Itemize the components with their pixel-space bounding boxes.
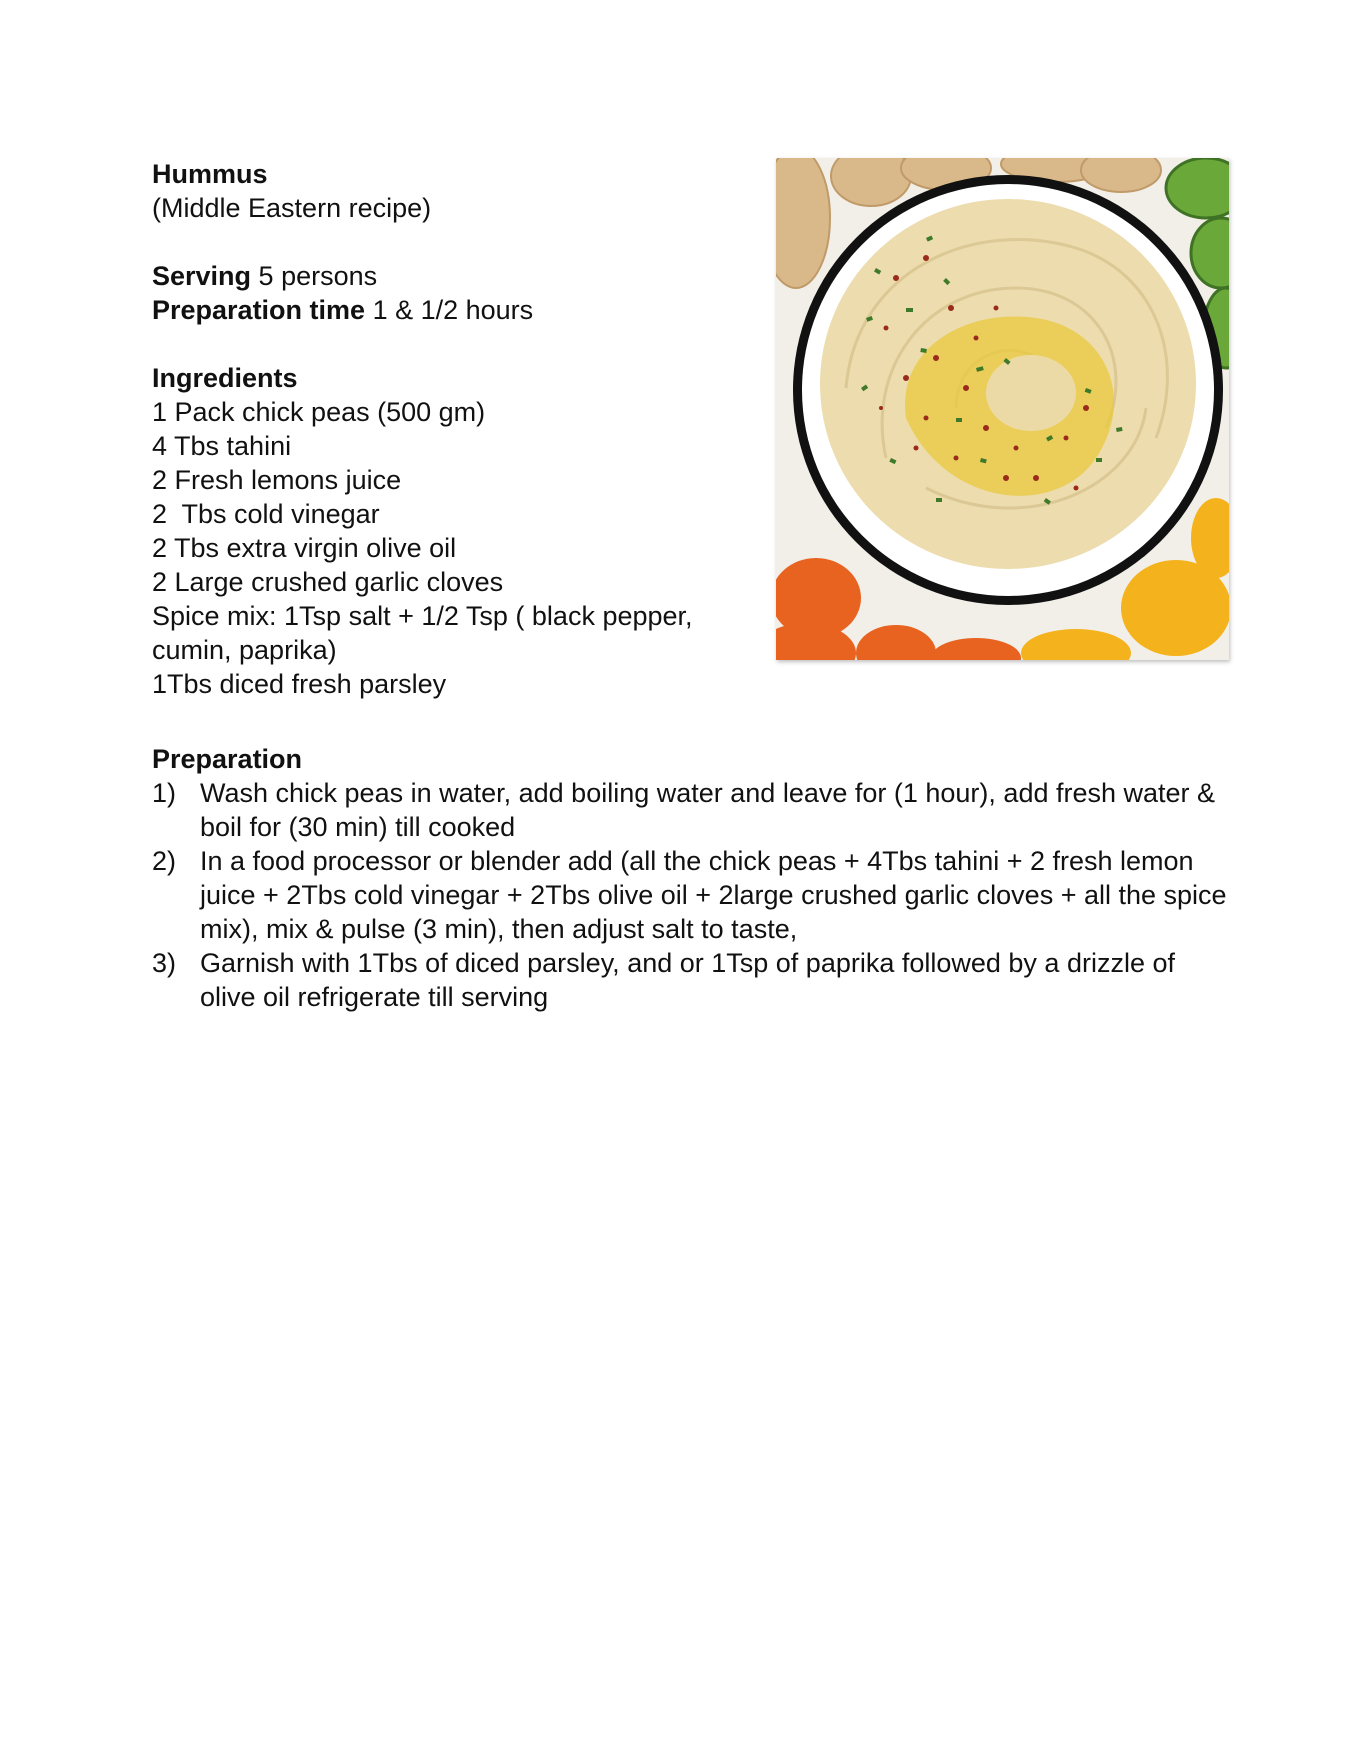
recipe-subtitle: (Middle Eastern recipe) (152, 193, 432, 223)
ingredient-item: Spice mix: 1Tsp salt + 1/2 Tsp ( black pepper, cumin, paprika) (152, 601, 701, 665)
ingredient-item: 2 Large crushed garlic cloves (152, 567, 504, 597)
preparation-step (152, 844, 1232, 946)
ingredients-list (152, 395, 772, 701)
ingredient-item: 2 Tbs cold vinegar (152, 499, 380, 529)
preparation-section (152, 742, 1232, 1014)
serving-value: 5 persons (251, 261, 378, 291)
step-number: 2) (152, 846, 177, 876)
recipe-title: Hummus (152, 159, 268, 189)
prep-time-value: 1 & 1/2 hours (365, 295, 534, 325)
ingredients-heading: Ingredients (152, 363, 298, 393)
preparation-step (152, 776, 1232, 844)
step-number: 1) (152, 778, 177, 808)
ingredient-item: 4 Tbs tahini (152, 431, 292, 461)
ingredient-item: 1Tbs diced fresh parsley (152, 669, 447, 699)
hummus-bowl-photo (776, 158, 1229, 660)
prep-time-label: Preparation time (152, 295, 366, 325)
step-text: Garnish with 1Tbs of diced parsley, and or 1Tsp of paprika followed by a drizzle of olive oil refrigerate till serving (200, 948, 1175, 1012)
ingredient-item: 2 Fresh lemons juice (152, 465, 402, 495)
step-text: In a food processor or blender add (all the chick peas + 4Tbs tahini + 2 fresh lemon juice + 2Tbs cold vinegar + 2Tbs olive oil + 2large crushed garlic cloves + all the spice mix), mix & pulse (3 min), then adjust salt to taste, (200, 846, 1227, 944)
prep-time-line (152, 293, 772, 327)
preparation-heading: Preparation (152, 744, 303, 774)
recipe-header-and-ingredients (152, 157, 772, 701)
preparation-step (152, 946, 1232, 1014)
serving-line (152, 259, 772, 293)
ingredient-item: 2 Tbs extra virgin olive oil (152, 533, 457, 563)
serving-label: Serving (152, 261, 252, 291)
ingredient-item: 1 Pack chick peas (500 gm) (152, 397, 486, 427)
step-text: Wash chick peas in water, add boiling water and leave for (1 hour), add fresh water & boil for (30 min) till cooked (200, 778, 1216, 842)
preparation-steps (152, 776, 1232, 1014)
step-number: 3) (152, 948, 177, 978)
